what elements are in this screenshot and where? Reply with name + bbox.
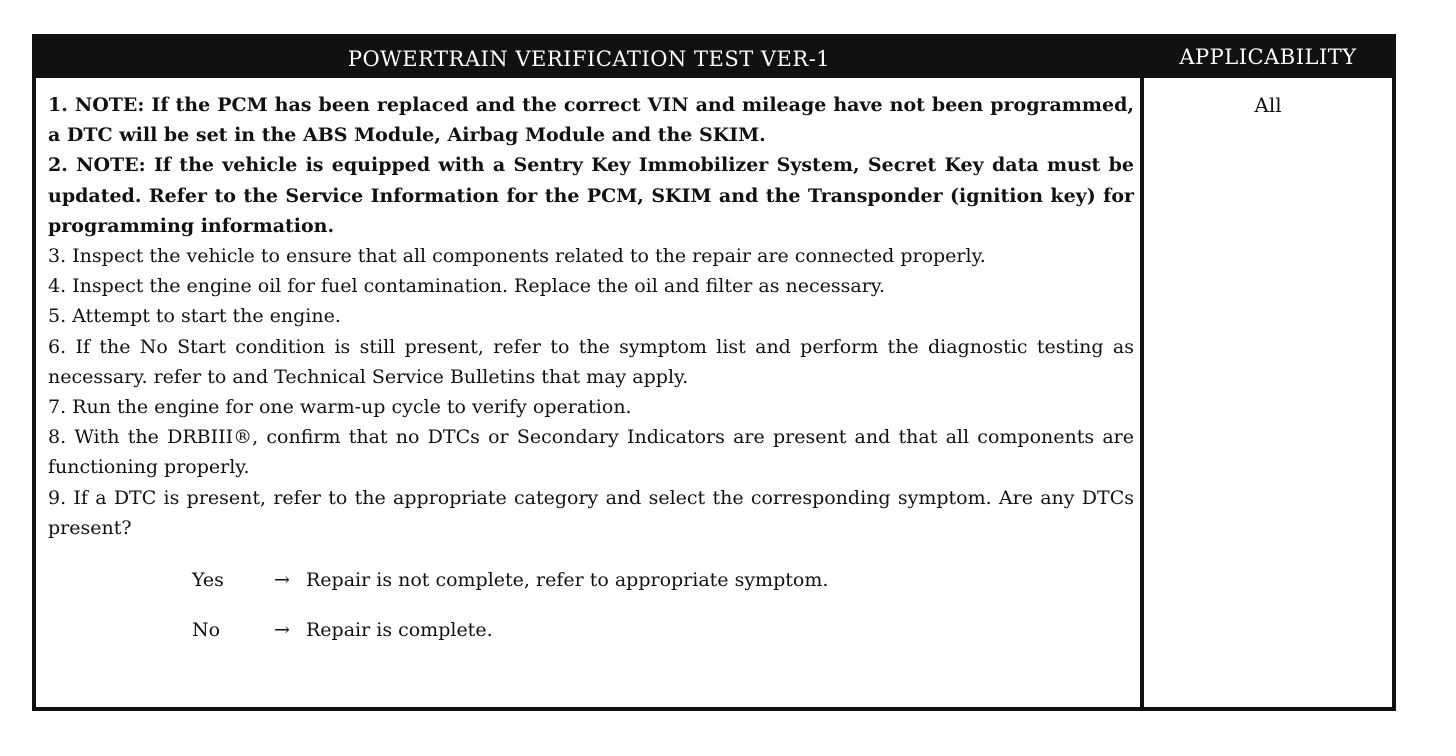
step-7: 7. Run the engine for one warm-up cycle to verify operation.: [48, 396, 632, 419]
column-divider: [1140, 78, 1144, 711]
outcome-yes: [48, 565, 1134, 615]
outcome-result: Repair is complete.: [306, 619, 493, 642]
right-arrow-icon: →: [274, 569, 290, 592]
test-procedure: [48, 90, 1134, 665]
step-3: 3. Inspect the vehicle to ensure that all components related to the repair are connected properly.: [48, 245, 986, 268]
step-8: 8. With the DRBIII®, confirm that no DTCs or Secondary Indicators are present and that all components are functioning properly.: [48, 426, 1134, 479]
outcome-answer: No: [192, 619, 221, 642]
applicability-value: All: [1254, 93, 1282, 117]
right-arrow-icon: →: [274, 619, 290, 642]
outcome-result: Repair is not complete, refer to appropriate symptom.: [306, 569, 829, 592]
step-4: 4. Inspect the engine oil for fuel contamination. Replace the oil and filter as necessary.: [48, 275, 886, 298]
outcome-list: [48, 565, 1134, 665]
outcome-no: [48, 615, 1134, 665]
applicability-heading: APPLICABILITY: [1179, 45, 1357, 69]
step-2-note: 2. NOTE: If the vehicle is equipped with a Sentry Key Immobilizer System, Secret Key data must be updated. Refer to the Service Information for the PCM, SKIM and the Transponder (ignition key) for programming information.: [48, 154, 1134, 237]
outcome-answer: Yes: [192, 569, 224, 592]
test-title: POWERTRAIN VERIFICATION TEST VER-1: [347, 47, 831, 71]
verification-test-table: [32, 34, 1396, 711]
step-1-note: 1. NOTE: If the PCM has been replaced and the correct VIN and mileage have not been programmed, a DTC will be set in the ABS Module, Airbag Module and the SKIM.: [48, 94, 1134, 147]
table-header: [36, 38, 1392, 78]
step-9-question: 9. If a DTC is present, refer to the appropriate category and select the corresponding symptom. Are any DTCs present?: [48, 486, 1134, 539]
step-5: 5. Attempt to start the engine.: [48, 305, 341, 328]
step-6: 6. If the No Start condition is still present, refer to the symptom list and perform the diagnostic testing as necessary. refer to and Technical Service Bulletins that may apply.: [48, 335, 1134, 388]
